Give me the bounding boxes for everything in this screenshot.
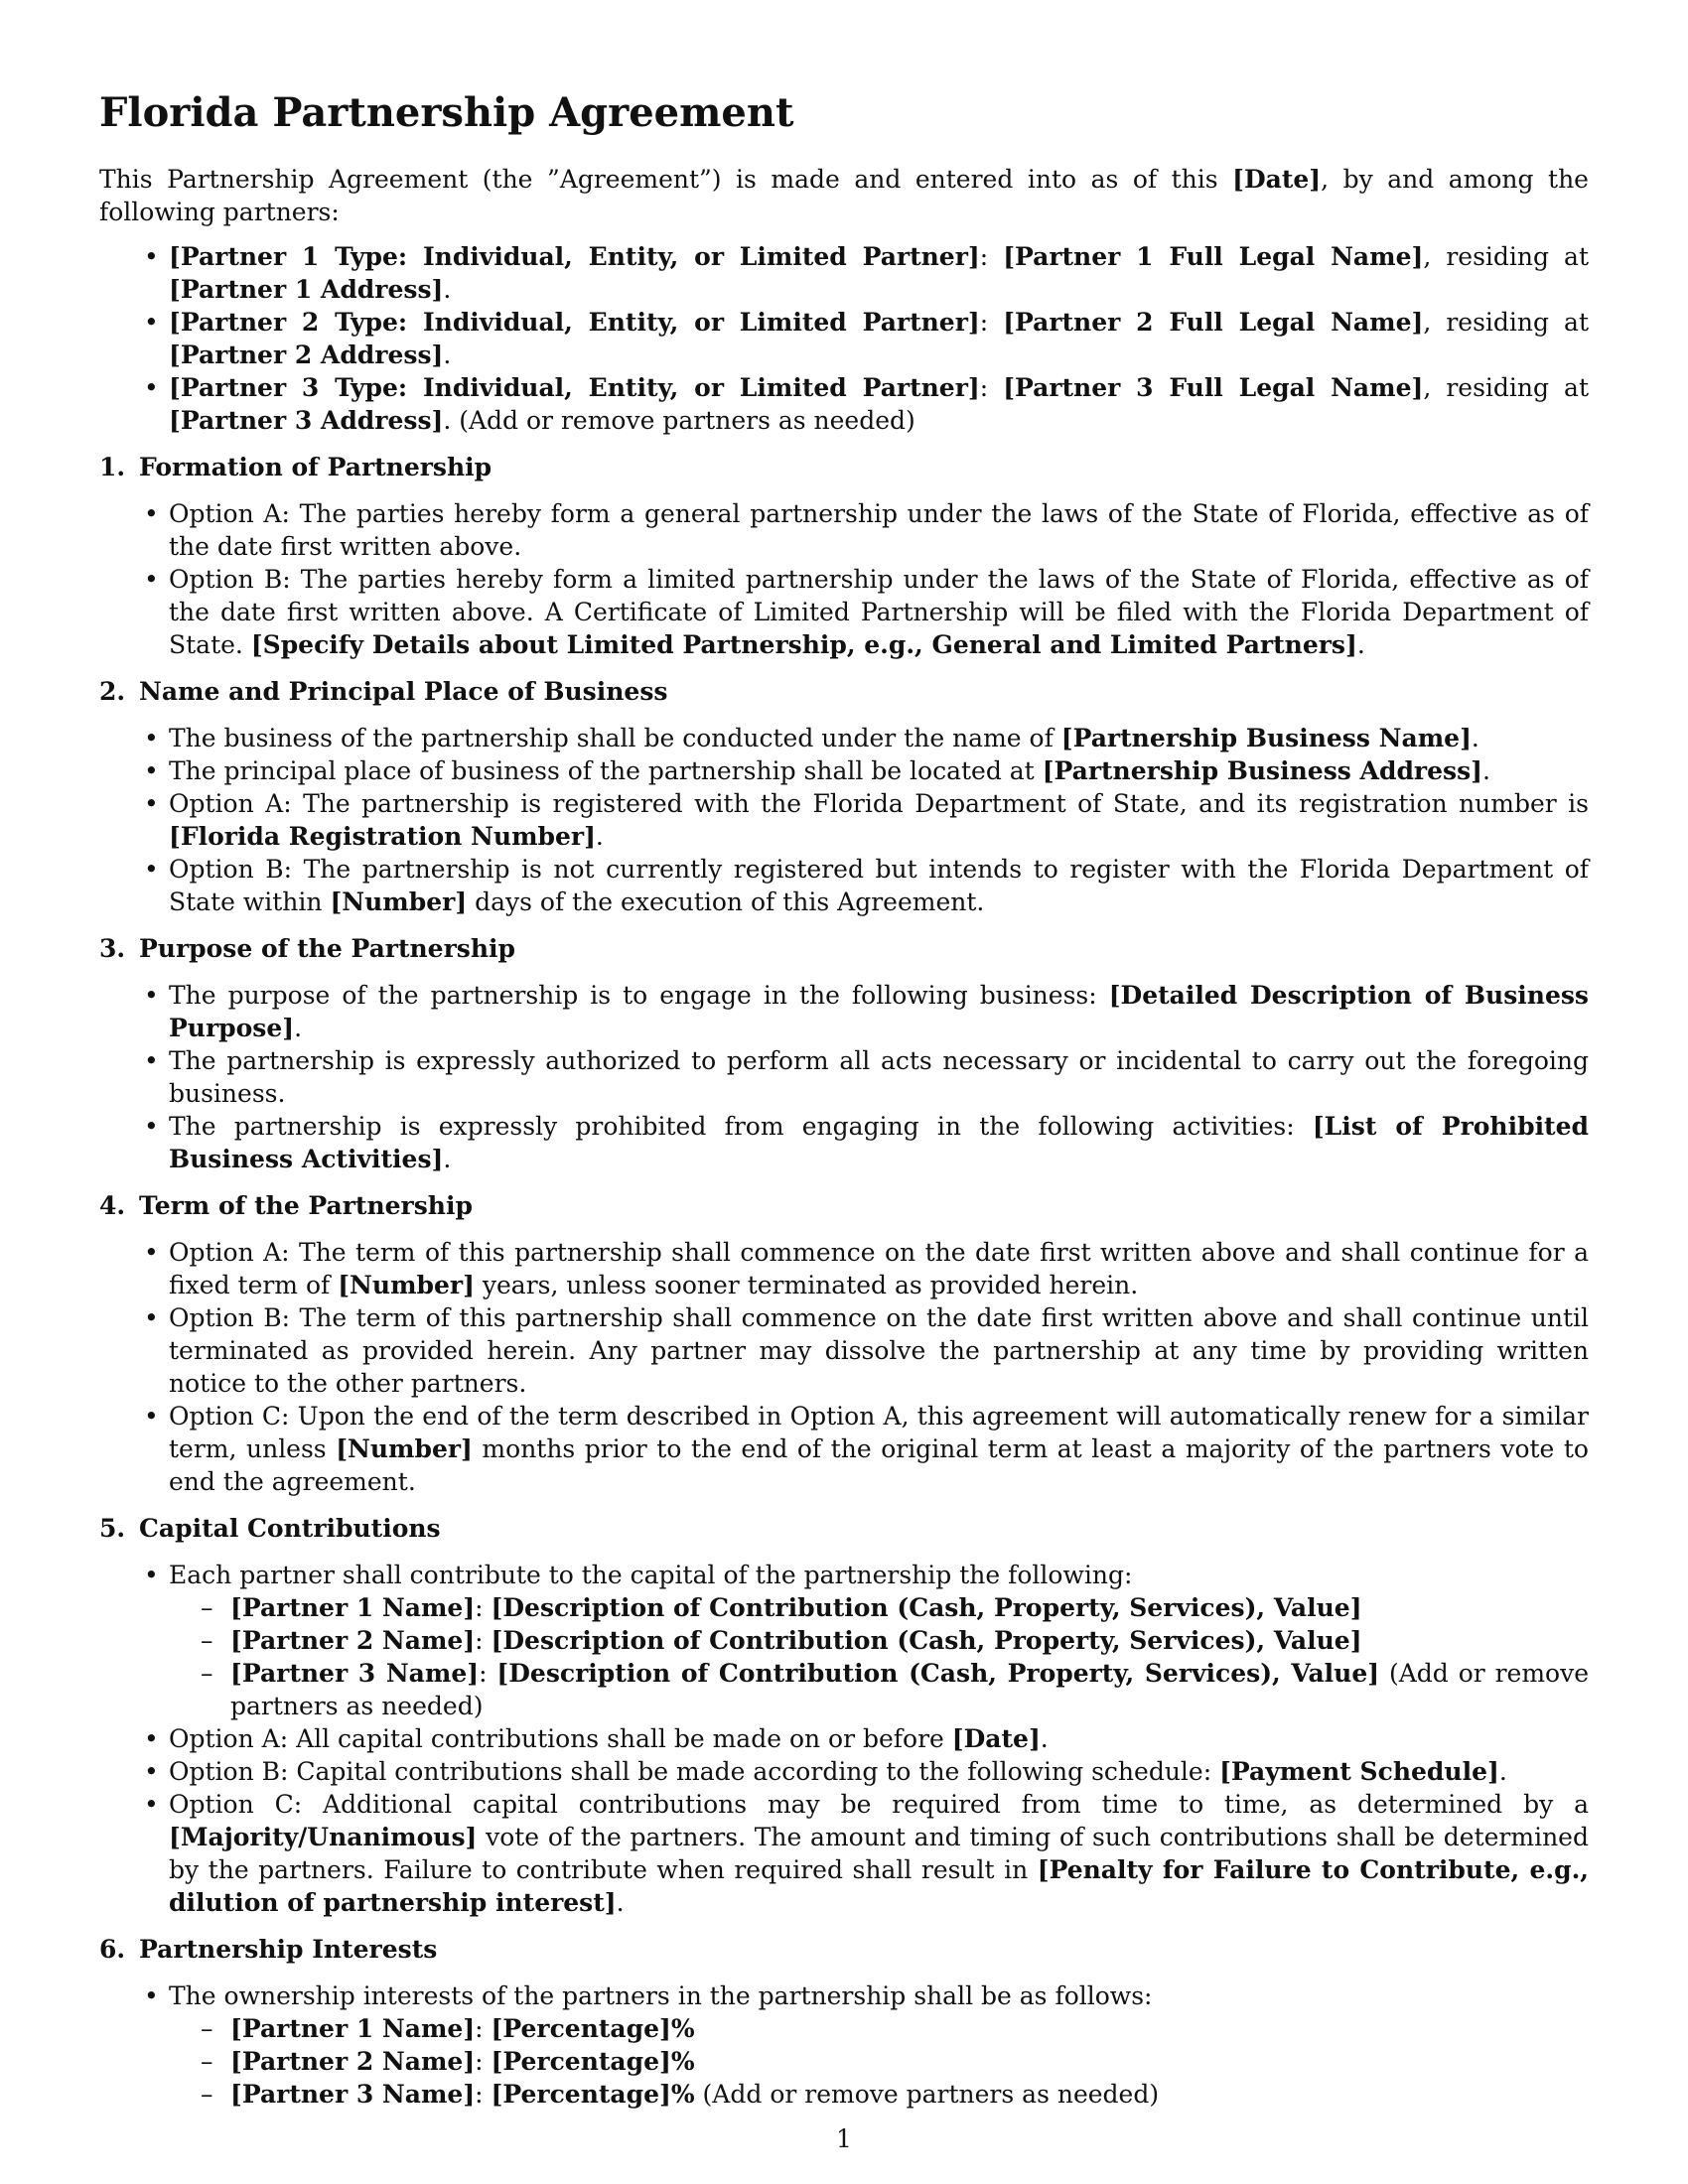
percentage-placeholder: [Percentage]% [491,2047,695,2076]
list-item [169,979,1589,1044]
partner-name: [Partner 2 Name] [230,1626,476,1655]
text: (Add or remove partners as needed) [230,1659,1590,1720]
partner-name: [Partner 1 Name] [230,2014,476,2043]
section-heading [99,451,1589,483]
partner-name: [Partner 2 Name] [230,2047,476,2076]
text: . [443,275,452,304]
text: . [443,341,452,369]
text: . [1356,630,1365,659]
placeholder: [List of Prohibited Business Activities] [169,1112,1589,1173]
text: : [475,2080,492,2109]
text: Each partner shall contribute to the capital of the partnership the following: [169,1561,1133,1589]
section-title: Capital Contributions [139,1514,441,1543]
placeholder: [Number] [338,1271,475,1299]
placeholder: [Number] [330,887,468,916]
list-item: • The partnership is expressly authorized to perform all acts necessary or incidental to carry out the foregoing business. [169,1044,1589,1110]
list-item: • Option A: The parties hereby form a general partnership under the laws of the State of Florida, effective as of the date first written above. [169,497,1589,563]
partner-name: [Partner 2 Full Legal Name] [1003,308,1424,337]
list-item [230,1657,1589,1722]
list-item [169,1110,1589,1175]
intro-text: This Partnership Agreement (the ”Agreement”) is made and entered into as of this [99,165,1233,194]
text: . [294,1014,303,1042]
list-item: • [Partner 1 Type: Individual, Entity, or Limited Partner]: [Partner 1 Full Legal Name], residing at [Partner 1 Address]. [169,240,1589,306]
partner-address: [Partner 2 Address] [169,341,444,369]
partner-name: [Partner 3 Name] [230,1659,480,1688]
partner-address: [Partner 3 Address] [169,406,444,435]
partner-name: [Partner 1 Name] [230,1593,476,1622]
interest-list [169,2012,1589,2111]
section-list [99,497,1589,661]
partner-type: [Partner 3 Type: Individual, Entity, or Limited Partner] [169,373,980,402]
placeholder: [Penalty for Failure to Contribute, e.g., dilution of partnership interest] [169,1855,1589,1917]
section-number: 4. [99,1191,126,1220]
text: years, unless sooner terminated as provided herein. [474,1271,1139,1299]
text: Option B: Capital contributions shall be made according to the following schedule: [169,1757,1220,1786]
placeholder: [Date] [951,1724,1041,1753]
text: . [1498,1757,1507,1786]
text: , residing at [1423,308,1590,337]
text: The partnership is expressly prohibited from engaging in the following activities: [169,1112,1313,1141]
partner-name: [Partner 3 Name] [230,2080,476,2109]
list-item [169,754,1589,787]
list-item [230,1624,1589,1657]
page-number: 1 [836,2124,852,2153]
text: The business of the partnership shall be conducted under the name of [169,724,1061,752]
section-title: Purpose of the Partnership [139,934,515,963]
list-item [169,1979,1589,2111]
section-list [99,1236,1589,1498]
list-item [169,1236,1589,1301]
list-item [169,787,1589,853]
section-number: 2. [99,677,126,706]
text: Option B: The parties hereby form a limited partnership under the laws of the State of Florida, effective as of the date first written above. A Certificate of Limited Partnership will be filed with the Florida Department of State. [169,565,1589,659]
text: , residing at [1423,242,1590,271]
text: Option C: Upon the end of the term described in Option A, this agreement will automatically renew for a similar term, unless [169,1402,1589,1463]
partner-type: [Partner 2 Type: Individual, Entity, or Limited Partner] [169,308,980,337]
section-number: 3. [99,934,126,963]
list-item: • Option B: The term of this partnership shall commence on the date first written above and shall continue until terminated as provided herein. Any partner may dissolve the partnership at any time by providing written notice to the other partners. [169,1301,1589,1400]
partner-list [99,240,1589,437]
intro-text-end: , by and among the following partners: [99,165,1589,226]
text: . [595,822,604,851]
list-item [230,2078,1589,2111]
partner-name: [Partner 1 Full Legal Name] [1003,242,1424,271]
placeholder: [Description of Contribution (Cash, Property, Services), Value] [496,1659,1380,1688]
text: . [1040,1724,1049,1753]
percentage-placeholder: [Percentage]% [491,2080,695,2109]
partner-type: [Partner 1 Type: Individual, Entity, or Limited Partner] [169,242,980,271]
text: . (Add or remove partners as needed) [443,406,915,435]
placeholder: [Number] [336,1434,473,1463]
text: Option C: Additional capital contributions may be required from time to time, as determined by a [169,1790,1589,1819]
list-item [169,1788,1589,1919]
text: The ownership interests of the partners in the partnership shall be as follows: [169,1981,1153,2010]
placeholder: [Specify Details about Limited Partnership, e.g., General and Limited Partners] [250,630,1357,659]
text: (Add or remove partners as needed) [694,2080,1160,2109]
list-item [169,563,1589,661]
section-list [99,722,1589,918]
section-heading [99,1189,1589,1222]
text: : [475,2014,492,2043]
document-page [99,89,1589,2124]
text: days of the execution of this Agreement. [467,887,985,916]
date-placeholder: [Date] [1232,165,1322,194]
list-item: • [Partner 2 Type: Individual, Entity, or Limited Partner]: [Partner 2 Full Legal Name], residing at [Partner 2 Address]. [169,306,1589,371]
list-item [169,853,1589,918]
section-title: Partnership Interests [139,1935,438,1964]
text: vote of the partners. The amount and timing of such contributions shall be determined by the partners. Failure to contribute when required shall result in [169,1823,1589,1884]
placeholder: [Description of Contribution (Cash, Property, Services), Value] [491,1593,1362,1622]
section-heading [99,1933,1589,1966]
list-item [169,1755,1589,1788]
intro-paragraph [99,163,1589,228]
section-heading [99,675,1589,708]
section-title: Formation of Partnership [139,453,492,481]
list-item [169,1559,1589,1722]
list-item [230,2012,1589,2045]
list-item [230,1591,1589,1624]
section-number: 6. [99,1935,126,1964]
partner-name: [Partner 3 Full Legal Name] [1003,373,1424,402]
text: The purpose of the partnership is to engage in the following business: [169,981,1109,1010]
text: Option A: All capital contributions shall be made on or before [169,1724,952,1753]
placeholder: [Partnership Business Name] [1060,724,1472,752]
placeholder: [Majority/Unanimous] [169,1823,478,1851]
text: , residing at [1423,373,1590,402]
text: . [1481,756,1490,785]
document-title: Florida Partnership Agreement [99,89,794,136]
text: : [475,1626,492,1655]
percentage-placeholder: [Percentage]% [491,2014,695,2043]
contribution-list [169,1591,1589,1722]
section-heading [99,932,1589,965]
section-list [99,1559,1589,1919]
text: Option A: The partnership is registered with the Florida Department of State, and its registration number is [169,789,1589,818]
list-item [169,1400,1589,1498]
section-title: Name and Principal Place of Business [139,677,668,706]
section-list [99,1979,1589,2111]
section-number: 5. [99,1514,126,1543]
section-number: 1. [99,453,126,481]
text: months prior to the end of the original term at least a majority of the partners vote to end the agreement. [169,1434,1589,1496]
text: . [443,1145,452,1173]
placeholder: [Description of Contribution (Cash, Property, Services), Value] [491,1626,1362,1655]
text: : [479,1659,497,1688]
text: . [1471,724,1479,752]
partner-address: [Partner 1 Address] [169,275,444,304]
text: Option B: The partnership is not currently registered but intends to register with the Florida Department of State within [169,855,1589,916]
section-list [99,979,1589,1175]
placeholder: [Detailed Description of Business Purpose] [169,981,1589,1042]
placeholder: [Payment Schedule] [1219,1757,1499,1786]
placeholder: [Partnership Business Address] [1042,756,1482,785]
list-item [169,1722,1589,1755]
text: : [475,1593,492,1622]
section-heading [99,1512,1589,1545]
list-item [169,722,1589,754]
section-title: Term of the Partnership [139,1191,473,1220]
list-item: • [Partner 3 Type: Individual, Entity, or Limited Partner]: [Partner 3 Full Legal Name], residing at [Partner 3 Address]. (Add or remove partners as needed) [169,371,1589,437]
text: : [475,2047,492,2076]
text: The principal place of business of the partnership shall be located at [169,756,1043,785]
text: . [616,1888,625,1917]
list-item [230,2045,1589,2078]
placeholder: [Florida Registration Number] [169,822,596,851]
text: Option A: The term of this partnership shall commence on the date first written above and shall continue for a fixed term of [169,1238,1589,1299]
